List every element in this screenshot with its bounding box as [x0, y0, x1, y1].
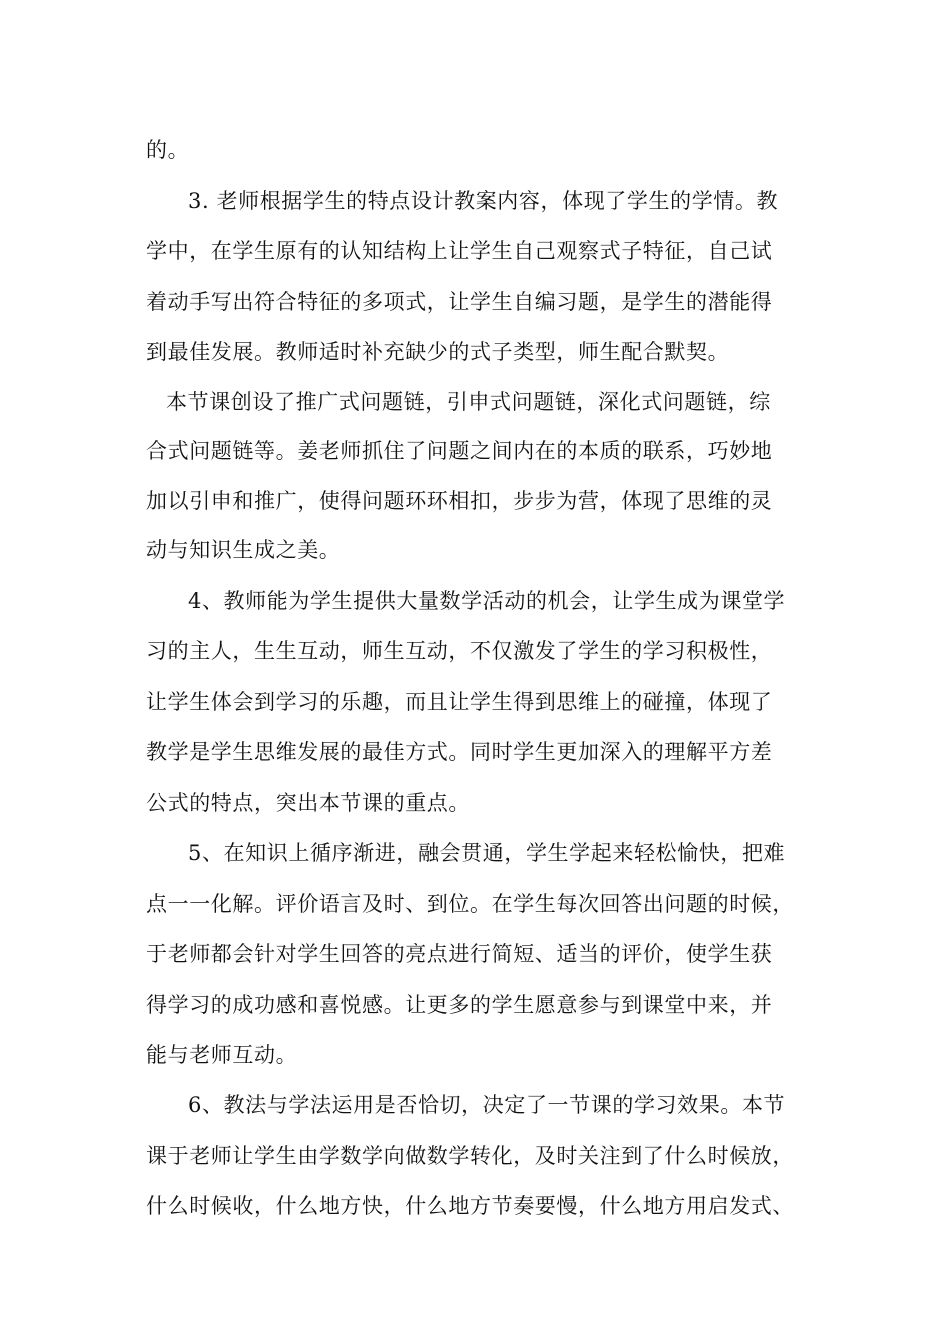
text-line-16: 点一一化解。评价语言及时、到位。在学生每次回答出问题的时候，	[146, 892, 794, 916]
text-line-21: 课于老师让学生由学数学向做数学转化，及时关注到了什么时候放，	[146, 1144, 794, 1168]
text-line-1: 的。	[146, 138, 190, 162]
text-line-4: 着动手写出符合特征的多项式，让学生自编习题，是学生的潜能得	[146, 290, 773, 314]
text-line-18: 得学习的成功感和喜悦感。让更多的学生愿意参与到课堂中来，并	[146, 993, 773, 1017]
text-line-22: 什么时候收，什么地方快，什么地方节奏要慢，什么地方用启发式、	[146, 1194, 794, 1218]
text-line-11: 习的主人，生生互动，师生互动，不仅激发了学生的学习积极性，	[146, 639, 773, 663]
text-line-6: 本节课创设了推广式问题链，引申式问题链，深化式问题链，综	[166, 390, 771, 414]
text-line-10: 4、教师能为学生提供大量数学活动的机会，让学生成为课堂学	[188, 589, 786, 613]
text-line-12: 让学生体会到学习的乐趣，而且让学生得到思维上的碰撞，体现了	[146, 690, 773, 714]
text-line-20: 6、教法与学法运用是否恰切，决定了一节课的学习效果。本节	[188, 1093, 786, 1117]
text-line-17: 于老师都会针对学生回答的亮点进行简短、适当的评价，使学生获	[146, 942, 773, 966]
text-line-8: 加以引申和推广，使得问题环环相扣，步步为营，体现了思维的灵	[146, 489, 773, 513]
text-line-3: 学中，在学生原有的认知结构上让学生自己观察式子特征，自己试	[146, 239, 773, 263]
text-line-13: 教学是学生思维发展的最佳方式。同时学生更加深入的理解平方差	[146, 740, 773, 764]
text-line-14: 公式的特点，突出本节课的重点。	[146, 791, 470, 815]
text-line-19: 能与老师互动。	[146, 1043, 298, 1067]
text-line-5: 到最佳发展。教师适时补充缺少的式子类型，师生配合默契。	[146, 340, 730, 364]
text-line-2: 3. 老师根据学生的特点设计教案内容，体现了学生的学情。教	[188, 189, 779, 213]
text-line-15: 5、在知识上循序渐进，融会贯通，学生学起来轻松愉快，把难	[188, 841, 786, 865]
text-line-7: 合式问题链等。姜老师抓住了问题之间内在的本质的联系，巧妙地	[146, 439, 773, 463]
text-line-9: 动与知识生成之美。	[146, 538, 341, 562]
